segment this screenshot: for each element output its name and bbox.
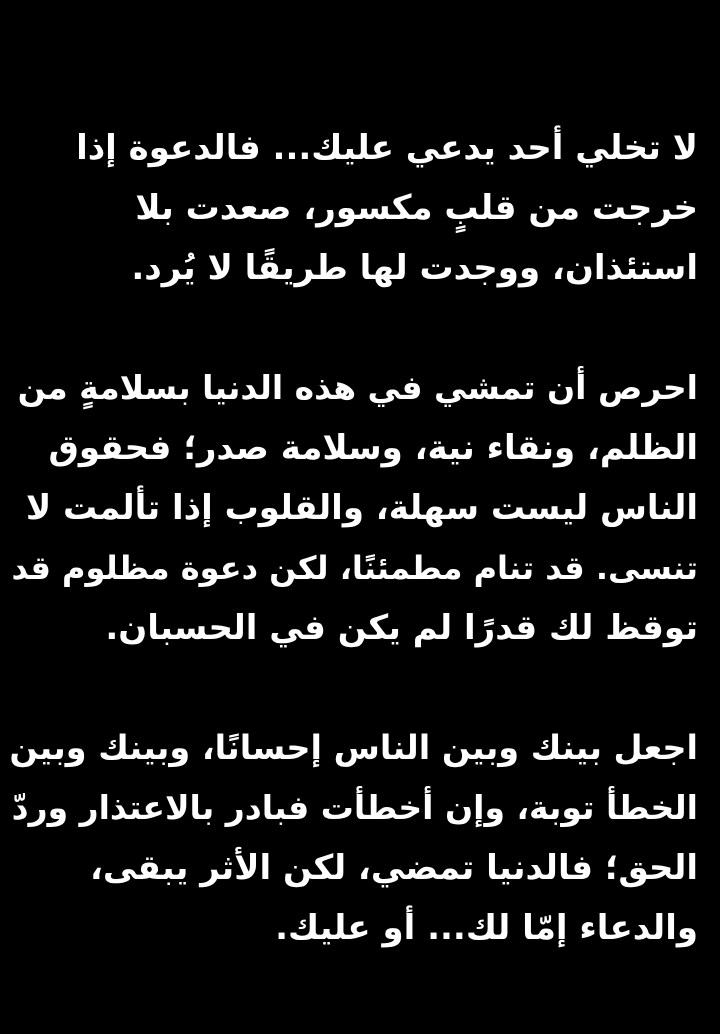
- text-line: خرجت من قلبٍ مكسور، صعدت بلا: [135, 188, 698, 228]
- text-line: الناس ليست سهلة، والقلوب إذا تألمت لا: [25, 488, 698, 528]
- text-line: احرص أن تمشي في هذه الدنيا بسلامةٍ من: [17, 368, 698, 407]
- paragraph-spacer: [8, 298, 698, 358]
- text-line: اجعل بينك وبين الناس إحسانًا، وبينك وبين: [9, 728, 698, 767]
- text-line: تنسى. قد تنام مطمئنًا، لكن دعوة مظلوم قد: [11, 549, 698, 587]
- paragraph-3: [8, 718, 698, 958]
- text-line: الحق؛ فالدنيا تمضي، لكن الأثر يبقى،: [89, 848, 698, 888]
- paragraph-spacer: [8, 658, 698, 718]
- paragraph-1: [8, 118, 698, 298]
- text-line: لا تخلي أحد يدعي عليك... فالدعوة إذا: [76, 128, 698, 168]
- text-line: الظلم، ونقاء نية، وسلامة صدر؛ فحقوق: [48, 428, 698, 468]
- text-line: والدعاء إمّا لك... أو عليك.: [275, 908, 698, 948]
- paragraph-2: [8, 358, 698, 658]
- text-line: توقظ لك قدرًا لم يكن في الحسبان.: [105, 608, 698, 648]
- text-line: استئذان، ووجدت لها طريقًا لا يُرد.: [131, 248, 698, 288]
- text-line: الخطأ توبة، وإن أخطأت فبادر بالاعتذار وردّ: [11, 788, 698, 827]
